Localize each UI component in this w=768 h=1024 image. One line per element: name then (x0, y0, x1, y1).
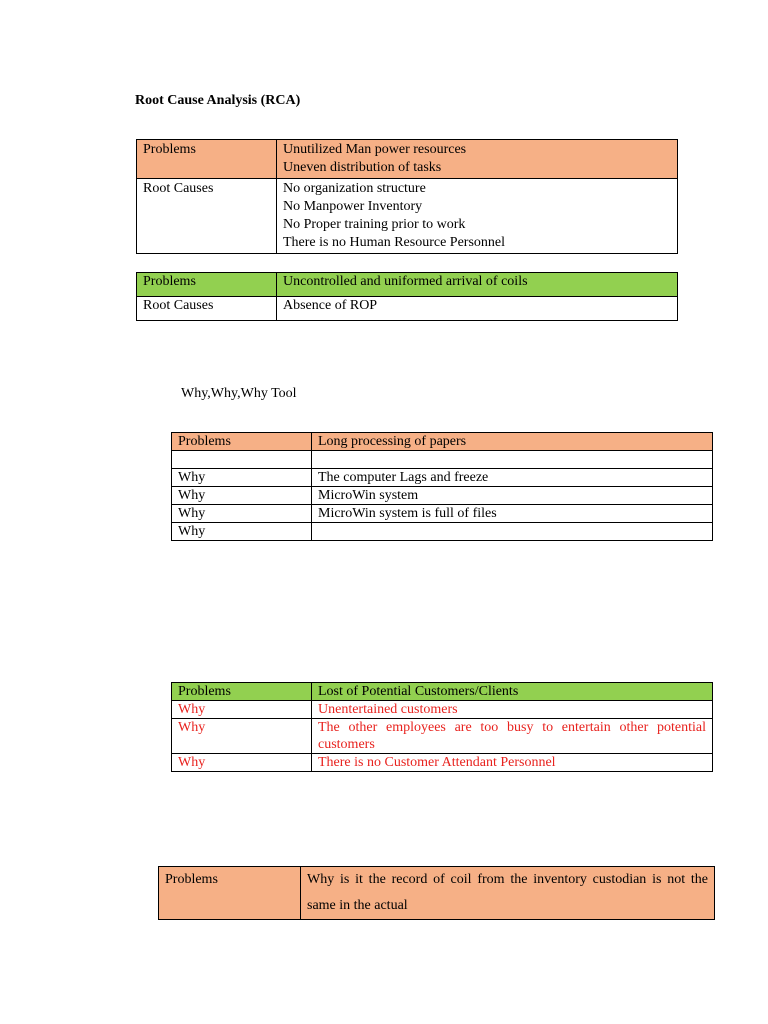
table-row (137, 179, 678, 254)
problem-cell: Uncontrolled and uniformed arrival of coils (277, 273, 678, 297)
why-label: Why (172, 754, 312, 772)
table-row (172, 469, 713, 487)
table-row (172, 754, 713, 772)
why-value (312, 451, 713, 469)
why-label: Why (172, 719, 312, 754)
problem-item: Unutilized Man power resources (283, 142, 467, 157)
problems-label: Problems (172, 433, 312, 451)
why-value (312, 523, 713, 541)
why-label: Why (172, 487, 312, 505)
table-row (172, 451, 713, 469)
why-label: Why (172, 701, 312, 719)
why-value: The computer Lags and freeze (312, 469, 713, 487)
problems-label: Problems (172, 683, 312, 701)
cause-item: No organization structure (283, 181, 426, 196)
why-label: Why (172, 523, 312, 541)
why-tool-heading: Why,Why,Why Tool (181, 386, 297, 401)
rca-table-manpower (136, 139, 678, 254)
root-causes-label: Root Causes (137, 179, 277, 254)
table-row (172, 487, 713, 505)
rca-table-coils (136, 272, 678, 321)
problems-label: Problems (159, 867, 301, 920)
why-label (172, 451, 312, 469)
why-table-customers (171, 682, 713, 772)
table-row (172, 683, 713, 701)
problem-cell: Lost of Potential Customers/Clients (312, 683, 713, 701)
table-row (159, 867, 715, 920)
why-value: Unentertained customers (312, 701, 713, 719)
problem-cell: Long processing of papers (312, 433, 713, 451)
cause-item: No Proper training prior to work (283, 217, 466, 232)
table-row (172, 719, 713, 754)
problem-item: Uneven distribution of tasks (283, 160, 442, 175)
problems-cell (277, 140, 678, 179)
why-value: There is no Customer Attendant Personnel (312, 754, 713, 772)
why-label: Why (172, 469, 312, 487)
table-row (172, 523, 713, 541)
problems-label: Problems (137, 140, 277, 179)
problem-table-inventory (158, 866, 715, 920)
table-row (137, 297, 678, 321)
why-table-papers (171, 432, 713, 541)
table-row (172, 701, 713, 719)
page-title: Root Cause Analysis (RCA) (135, 93, 301, 108)
why-value: The other employees are too busy to entertain other potential customers (312, 719, 713, 754)
table-row (172, 433, 713, 451)
problems-label: Problems (137, 273, 277, 297)
why-label: Why (172, 505, 312, 523)
table-row (137, 140, 678, 179)
root-causes-cell (277, 179, 678, 254)
table-row (137, 273, 678, 297)
table-row (172, 505, 713, 523)
cause-item: No Manpower Inventory (283, 199, 423, 214)
why-value: MicroWin system is full of files (312, 505, 713, 523)
problem-cell: Why is it the record of coil from the inventory custodian is not the same in the actual (301, 867, 715, 920)
root-cause-cell: Absence of ROP (277, 297, 678, 321)
why-value: MicroWin system (312, 487, 713, 505)
cause-item: There is no Human Resource Personnel (283, 235, 505, 250)
root-causes-label: Root Causes (137, 297, 277, 321)
